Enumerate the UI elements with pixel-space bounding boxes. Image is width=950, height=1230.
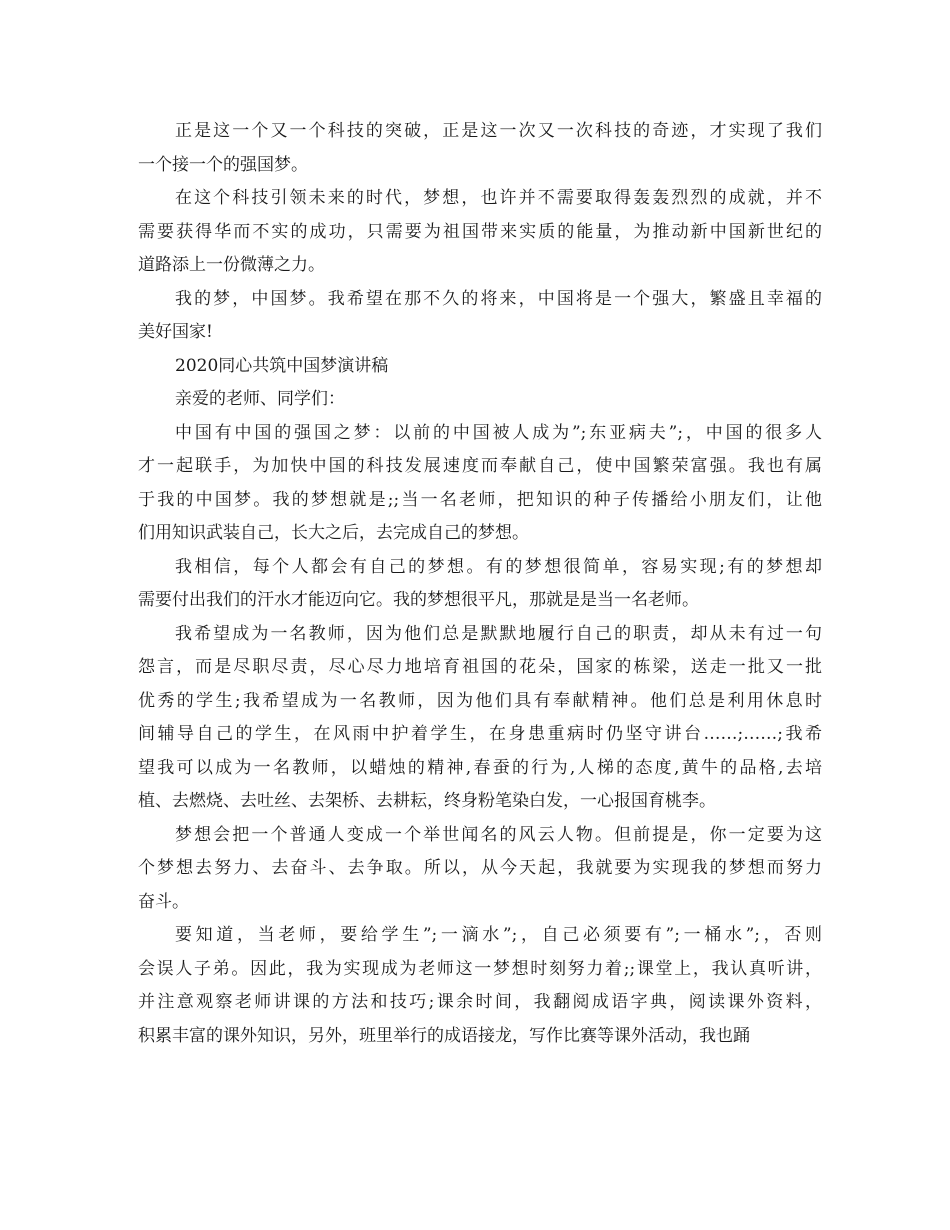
paragraph-line: 奋斗。: [138, 891, 189, 912]
paragraph-line: 优秀的学生;我希望成为一名教师，因为他们具有奉献精神。他们总是利用休息时: [138, 690, 822, 711]
paragraph-line: 才一起联手，为加快中国的科技发展速度而奉献自己，使中国繁荣富强。我也有属: [138, 456, 822, 476]
paragraph-first-line: 要知道，当老师，要给学生”;一滴水”;，自己必须要有”;一桶水”;，否则: [175, 925, 822, 945]
document-body: [138, 115, 828, 1053]
paragraph-line: 会误人子弟。因此，我为实现成为老师这一梦想时刻努力着;;课堂上，我认真听讲，: [138, 958, 822, 979]
paragraph-line: 于我的中国梦。我的梦想就是;;当一名老师，把知识的种子传播给小朋友们，让他: [138, 489, 822, 510]
paragraph-line: 望我可以成为一名教师，以蜡烛的精神,春蚕的行为,人梯的态度,黄牛的品格,去培: [138, 757, 822, 778]
paragraph-line: 道路添上一份微薄之力。: [138, 255, 325, 275]
paragraph-first-line: 在这个科技引领未来的时代，梦想，也许并不需要取得轰轰烈烈的成就，并不: [175, 188, 822, 208]
paragraph-line: 一个接一个的强国梦。: [138, 154, 308, 175]
paragraph-line: 需要付出我们的汗水才能迈向它。我的梦想很平凡，那就是是当一名老师。: [138, 590, 699, 610]
paragraph-line: 需要获得华而不实的成功，只需要为祖国带来实质的能量，为推动新中国新世纪的: [138, 221, 822, 242]
paragraph-first-line: 我希望成为一名教师，因为他们总是默默地履行自己的职责，却从未有过一句: [175, 623, 822, 644]
paragraph-line: 个梦想去努力、去奋斗、去争取。所以，从今天起，我就要为实现我的梦想而努力: [138, 858, 822, 878]
paragraph-first-line: 我的梦，中国梦。我希望在那不久的将来，中国将是一个强大，繁盛且幸福的: [175, 288, 822, 309]
paragraph-line: 间辅导自己的学生，在风雨中护着学生，在身患重病时仍坚守讲台……;……;我希: [138, 724, 822, 744]
paragraph-first-line: 亲爱的老师、同学们：: [175, 389, 345, 409]
paragraph-line: 们用知识武装自己，长大之后，去完成自己的梦想。: [138, 523, 529, 543]
paragraph-first-line: 正是这一个又一个科技的突破，正是这一次又一次科技的奇迹，才实现了我们: [175, 121, 822, 141]
paragraph-line: 积累丰富的课外知识，另外，班里举行的成语接龙，写作比赛等课外活动，我也踊: [138, 1025, 750, 1046]
paragraph-line: 怨言，而是尽职尽责，尽心尽力地培育祖国的花朵，国家的栋梁，送走一批又一批: [138, 657, 822, 677]
paragraph-first-line: 梦想会把一个普通人变成一个举世闻名的风云人物。但前提是，你一定要为这: [175, 824, 822, 845]
paragraph-line: 植、去燃烧、去吐丝、去架桥、去耕耘，终身粉笔染白发，一心报国育桃李。: [138, 791, 716, 811]
paragraph-first-line: 中国有中国的强国之梦：以前的中国被人成为”;东亚病夫”;，中国的很多人: [175, 422, 822, 443]
paragraph-line: 并注意观察老师讲课的方法和技巧;课余时间，我翻阅成语字典，阅读课外资料，: [138, 992, 822, 1012]
paragraph-first-line: 我相信，每个人都会有自己的梦想。有的梦想很简单，容易实现;有的梦想却: [175, 556, 822, 577]
paragraph-first-line: 2020同心共筑中国梦演讲稿: [175, 355, 389, 376]
paragraph-line: 美好国家!: [138, 322, 213, 342]
